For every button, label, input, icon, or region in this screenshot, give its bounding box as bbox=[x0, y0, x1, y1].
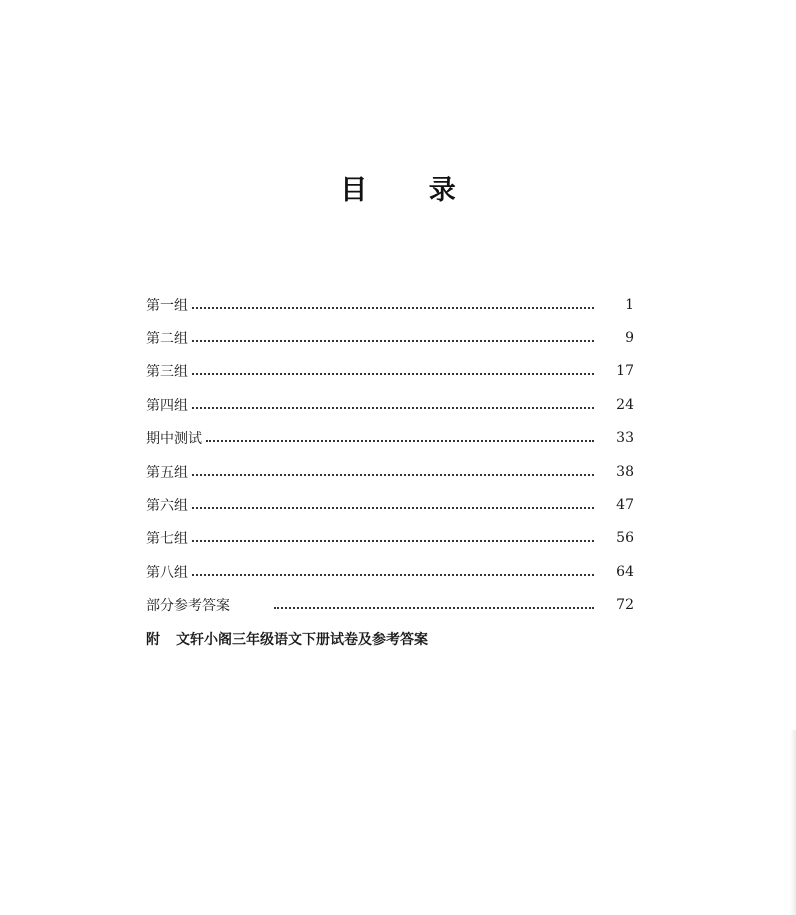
toc-entry bbox=[146, 422, 636, 455]
toc-entry-page: 47 bbox=[616, 497, 634, 514]
toc-dot-leader bbox=[192, 373, 594, 375]
toc-dot-leader bbox=[192, 407, 594, 409]
toc-entry bbox=[146, 388, 636, 421]
toc-entry bbox=[146, 589, 636, 622]
toc-entry-page: 9 bbox=[625, 330, 634, 347]
appendix-prefix: 附 bbox=[146, 632, 160, 648]
toc-entry-label: 期中测试 bbox=[146, 431, 202, 448]
toc-dot-leader bbox=[192, 540, 594, 542]
toc-dot-leader bbox=[192, 340, 594, 342]
toc-entry-page: 33 bbox=[616, 430, 634, 447]
toc-dot-leader bbox=[206, 440, 594, 442]
toc-entry bbox=[146, 355, 636, 388]
toc-dot-leader bbox=[274, 607, 594, 609]
toc-entry bbox=[146, 555, 636, 588]
toc-entry bbox=[146, 522, 636, 555]
toc-entry-page: 64 bbox=[616, 563, 634, 580]
toc-entry-label: 第一组 bbox=[146, 297, 188, 314]
toc-entry-page: 17 bbox=[616, 363, 634, 380]
toc-dot-leader bbox=[192, 507, 594, 509]
toc-entry bbox=[146, 288, 636, 321]
page-edge-shadow bbox=[790, 730, 796, 915]
toc-entry-page: 1 bbox=[625, 296, 634, 313]
page-title: 目 录 bbox=[340, 175, 482, 206]
toc-entry bbox=[146, 455, 636, 488]
toc-entry-label: 第七组 bbox=[146, 531, 188, 548]
toc-dot-leader bbox=[192, 474, 594, 476]
toc-dot-leader bbox=[192, 307, 594, 309]
toc-entry-page: 38 bbox=[616, 463, 634, 480]
table-of-contents bbox=[146, 288, 636, 622]
toc-dot-leader bbox=[192, 574, 594, 576]
toc-entry-label: 第二组 bbox=[146, 331, 188, 348]
toc-entry-label: 第三组 bbox=[146, 364, 188, 381]
toc-entry-page: 72 bbox=[616, 597, 634, 614]
toc-entry-page: 24 bbox=[616, 396, 634, 413]
toc-entry-page: 56 bbox=[616, 530, 634, 547]
appendix-title: 文轩小阁三年级语文下册试卷及参考答案 bbox=[176, 632, 428, 648]
toc-entry-label: 第八组 bbox=[146, 564, 188, 581]
toc-entry bbox=[146, 321, 636, 354]
toc-entry bbox=[146, 488, 636, 521]
toc-entry-label: 第五组 bbox=[146, 464, 188, 481]
appendix-entry bbox=[146, 629, 428, 649]
toc-entry-label: 部分参考答案 bbox=[146, 598, 230, 615]
toc-entry-label: 第六组 bbox=[146, 498, 188, 515]
toc-entry-label: 第四组 bbox=[146, 397, 188, 414]
